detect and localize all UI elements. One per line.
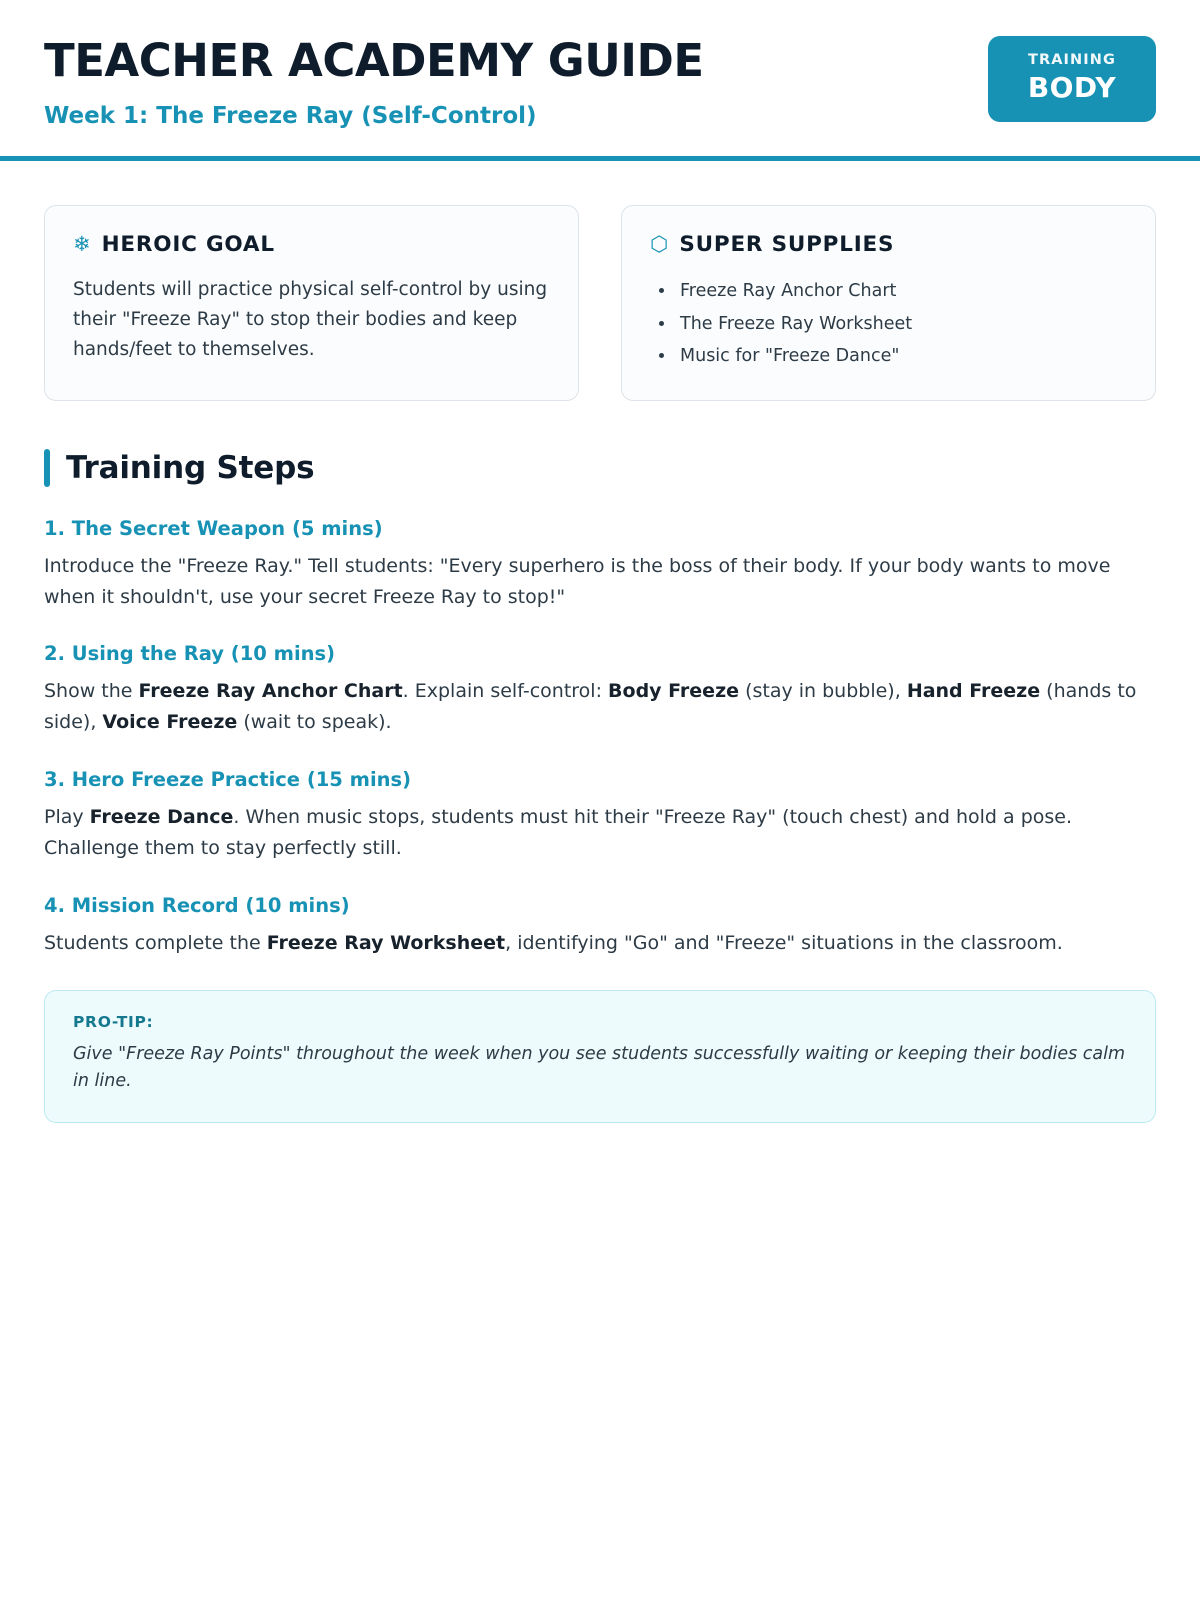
heroic-goal-title: HEROIC GOAL	[101, 232, 275, 258]
training-step	[44, 517, 1156, 613]
badge-main-label: BODY	[1027, 70, 1117, 104]
page-title: TEACHER ACADEMY GUIDE	[44, 34, 704, 87]
snowflake-icon: ❄	[73, 232, 91, 257]
section-accent-bar	[44, 449, 50, 487]
heroic-goal-header	[73, 232, 550, 257]
step-body: Students complete the Freeze Ray Worksheet, identifying "Go" and "Freeze" situations in the classroom.	[44, 931, 1063, 954]
list-item: • Music for "Freeze Dance"	[676, 340, 1127, 372]
info-cards-row	[44, 205, 1156, 401]
supplies-list	[650, 275, 1127, 372]
document-header	[0, 0, 1200, 161]
pro-tip-callout	[44, 990, 1156, 1122]
heroic-goal-text: Students will practice physical self-control by using their "Freeze Ray" to stop their bodies and keep hands/feet to themselves.	[73, 279, 548, 361]
list-item: • Freeze Ray Anchor Chart	[676, 275, 1127, 307]
super-supplies-card	[621, 205, 1156, 401]
shield-icon: ⬡	[650, 232, 669, 257]
training-step	[44, 768, 1156, 864]
list-item: • The Freeze Ray Worksheet	[676, 308, 1127, 340]
training-steps-list	[44, 517, 1156, 958]
step-title: 2. Using the Ray (10 mins)	[44, 642, 336, 666]
step-title: 3. Hero Freeze Practice (15 mins)	[44, 768, 412, 792]
step-body: Play Freeze Dance. When music stops, students must hit their "Freeze Ray" (touch chest) and hold a pose. Challenge them to stay perfectly still.	[44, 806, 1073, 859]
badge-kicker: TRAINING	[1027, 52, 1117, 68]
step-body: Show the Freeze Ray Anchor Chart. Explain self-control: Body Freeze (stay in bubble), Hand Freeze (hands to side), Voice Freeze (wait to speak).	[44, 680, 1137, 734]
training-steps-heading	[44, 449, 1156, 487]
super-supplies-header	[650, 232, 1127, 257]
heroic-goal-card	[44, 205, 579, 401]
document-content	[0, 161, 1200, 1122]
step-title: 4. Mission Record (10 mins)	[44, 893, 350, 917]
training-step	[44, 642, 1156, 738]
pro-tip-text: Give "Freeze Ray Points" throughout the week when you see students successfully waiting or keeping their bodies calm in line.	[73, 1044, 1126, 1092]
pro-tip-label: PRO-TIP:	[73, 1013, 154, 1032]
super-supplies-title: SUPER SUPPLIES	[679, 232, 895, 258]
training-step	[44, 894, 1156, 959]
page-subtitle: Week 1: The Freeze Ray (Self-Control)	[44, 102, 537, 129]
header-text-block	[44, 34, 704, 130]
training-badge	[988, 36, 1156, 122]
step-body: Introduce the "Freeze Ray." Tell students: "Every superhero is the boss of their body. If your body wants to move when it shouldn't, use your secret Freeze Ray to stop!"	[44, 554, 1111, 608]
step-title: 1. The Secret Weapon (5 mins)	[44, 516, 383, 540]
section-title: Training Steps	[66, 449, 315, 486]
